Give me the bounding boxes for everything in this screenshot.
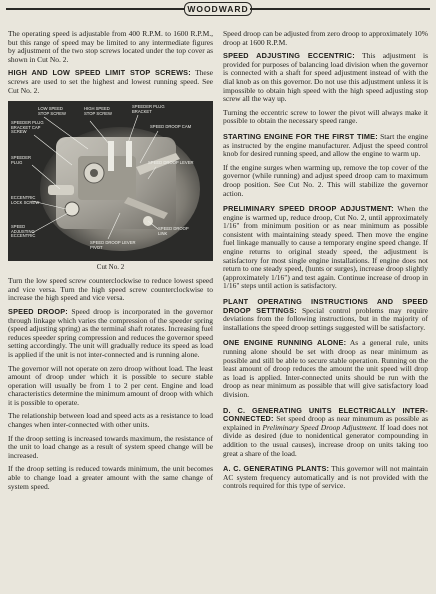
limit-screws-heading: HIGH AND LOW SPEED LIMIT STOP SCREWS: — [8, 68, 191, 78]
increased-droop-paragraph: If the droop setting is increased towards maximum, the resistance of the unit to load change as a result of system speed change will be increased. — [8, 433, 213, 460]
eccentric-heading: SPEED ADJUSTING ECCENTRIC: — [223, 51, 355, 61]
page-header — [0, 0, 436, 16]
first-time-text: Start the engine as instructed by the engine manufacturer. Adjust the speed control knob for desired running speed, and allow the engine to warm up. — [223, 131, 428, 159]
dc-units-text-italic: Preliminary Speed Droop Adjustment. — [262, 422, 378, 432]
ac-plants-text: This governor will not maintain AC system frequency automatically and is not provided with the controls required for this type of service. — [223, 464, 429, 491]
first-time-heading: STARTING ENGINE FOR THE FIRST TIME: — [223, 131, 378, 141]
prelim-droop-heading: PRELIMINARY SPEED DROOP ADJUSTMENT: — [223, 204, 394, 214]
one-engine-text: As a general rule, units running alone should be set with droop as near minimum as possible and still be able to secure stable operation. Running on the least amount of droop reduces the amount the unit speed will drop as load is applied. Inter-connected units should be run with the droop as near minimum as possible that will give satisfactory load division. — [223, 338, 428, 399]
zero-droop-paragraph: The governor will not operate on zero droop without load. The least amount of droop under which it is possible to secure stable operation will usually be from 1 to 2 per cent. Engine and load characteristics determine the minimum amount of droop with which it is possible to operate. — [8, 363, 213, 407]
plant-instructions-text: Special control problems may require deviations from the following instructions, but in the majority of installations the speed droop settings suggested will be satisfactory. — [223, 305, 429, 332]
prelim-droop-text: When the engine is warmed up, reduce droop, Cut No. 2, until approximately 1/16" from minimum position or as near minimum as possible consistent with maintaining steady speed. Then move the engine fuel linkage manually to cause a temporary engine speed change. If engine returns to original steady speed, the adjustment is satisfactory for most single engine installations. If engine does not return to one steady speed, (hunts or surges), increase droop slightly (approximately 1/16") and test again. Continue increase of droop in 1/16" steps until action is satisfactory. — [223, 204, 428, 291]
dc-units-paragraph — [223, 407, 428, 459]
figure-caption: Cut No. 2 — [96, 263, 125, 272]
speed-droop-text: Speed droop is incorporated in the governor through linkage which varies the compression of the speeder spring (speed adjusting spring) as the terminal shaft rotates. Increasing fuel reduces speeder spring compression and reduces the governor speed setting accordingly. The unit will gradually reduce its speed as load is applied if the unit is not inter-connected and is running alone. — [8, 306, 213, 359]
relationship-paragraph: The relationship between load and speed acts as a resistance to load changes when inter-connected with other units. — [8, 411, 213, 430]
surges-paragraph: If the engine surges when warming up, remove the top cover of the governor (while running) and adjust speed droop cam to maximum droop position. See Cut No. 2. This will stabilize the governor action. — [223, 162, 428, 198]
label-low-speed-stop: LOW SPEED STOP SCREW — [38, 106, 66, 116]
brand-logo: WOODWARD — [184, 2, 252, 16]
plant-instructions-paragraph — [223, 298, 428, 332]
eccentric-paragraph-2: Turning the eccentric screw to lower the pivot will always make it possible to obtain the necessary speed range. — [223, 107, 428, 126]
droop-range-paragraph: Speed droop can be adjusted from zero droop to approximately 10% droop at 1600 R.P.M. — [223, 29, 428, 47]
limit-screws-text: These screws are used to set the highest and lowest running speed. See Cut No. 2. — [8, 68, 213, 95]
prelim-droop-paragraph — [223, 205, 428, 291]
label-speeder-plug: SPEEDER PLUG — [11, 155, 32, 165]
eccentric-paragraph — [223, 52, 428, 104]
plant-instructions-heading: PLANT OPERATING INSTRUCTIONS AND SPEED DROOP SETTINGS: — [223, 297, 428, 315]
dc-units-text-2: If load does not divide as desired (due to nonidentical generator compounding in addition to the usual causes), increase droop on units taking too great a share of the load. — [223, 422, 428, 458]
reduced-droop-paragraph: If the droop setting is reduced towards minimum, the unit becomes able to change load a greater amount with the same change of system speed. — [8, 464, 213, 491]
dc-units-text-1: Set speed droop as near minumum as possible as explained in — [223, 414, 429, 432]
ac-plants-paragraph — [223, 465, 428, 491]
label-speed-droop-cam: SPEED DROOP CAM — [150, 124, 192, 130]
turn-screw-paragraph: Turn the low speed screw counterclockwise to reduce lowest speed and vice versa. Turn the high speed screw counterclockwise to increase the high speed and vice versa. — [8, 276, 213, 303]
ac-plants-heading: A. C. GENERATING PLANTS: — [223, 464, 330, 474]
intro-paragraph: The operating speed is adjustable from 400 R.P.M. to 1600 R.P.M., but this range of speed may be limited to any intermediate figures by adjustment of the two stop screws located under the top cover as shown in Cut No. 2. — [8, 29, 213, 64]
label-speed-droop-lever-pivot: SPEED DROOP LEVER PIVOT — [90, 240, 136, 250]
label-speeder-plug-bracket: SPEEDER PLUG BRACKET — [132, 104, 165, 114]
label-eccentric-lock-screw: ECCENTRIC LOCK SCREW — [11, 195, 40, 205]
left-column — [8, 30, 213, 496]
label-speed-droop-link: SPEED DROOP LINK — [158, 226, 189, 236]
speed-droop-paragraph — [8, 308, 213, 360]
dc-units-heading: D. C. GENERATING UNITS ELECTRICALLY INTER-CONNECTED: — [223, 405, 428, 424]
one-engine-heading: ONE ENGINE RUNNING ALONE: — [223, 338, 347, 348]
label-high-speed-stop: HIGH SPEED STOP SCREW — [84, 106, 112, 116]
limit-screws-paragraph — [8, 69, 213, 95]
governor-photo — [8, 101, 213, 261]
first-time-paragraph — [223, 133, 428, 159]
label-speeder-plug-bracket-cap: SPEEDER PLUG BRACKET CAP SCREW — [11, 120, 44, 135]
speed-droop-heading: SPEED DROOP: — [8, 306, 68, 316]
eccentric-text: This adjustment is provided for purposes of balancing load division when the governor is connected with a shaft for speed adjustment instead of with the dial knob as on this governor. Do not use this adjustment unless it is impossible to obtain high speed with the high speed adjusting stop screw all the way up. — [223, 51, 428, 104]
label-speed-droop-lever: SPEED DROOP LEVER — [148, 160, 194, 166]
header-rule-right — [250, 8, 430, 10]
one-engine-paragraph — [223, 339, 428, 399]
header-rule-left — [6, 8, 184, 10]
right-column — [223, 30, 428, 496]
label-speed-adjusting-eccentric: SPEED ADJUSTING ECCENTRIC — [11, 224, 36, 239]
